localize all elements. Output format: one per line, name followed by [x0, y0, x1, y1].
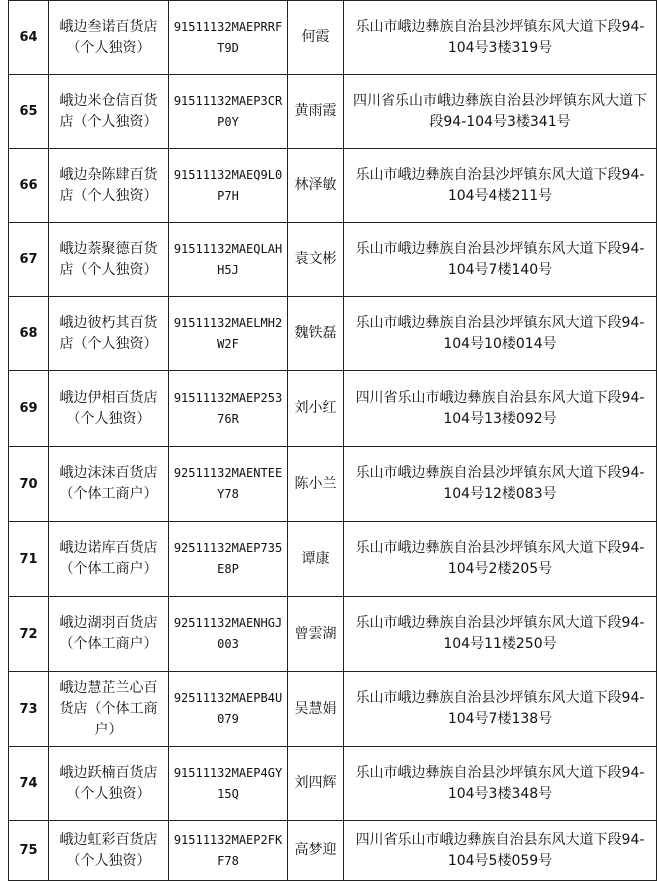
table-row: [9, 447, 657, 522]
operator-name: 曾雲湖: [288, 597, 344, 672]
operator-name: 陈小兰: [288, 447, 344, 522]
business-name: 峨边慧芷兰心百货店（个体工商户）: [49, 672, 169, 747]
table-row: [9, 672, 657, 747]
business-address: 四川省乐山市峨边彝族自治县东风大道下段94-104号5楼059号: [344, 821, 657, 881]
operator-name: 谭康: [288, 522, 344, 597]
business-name: 峨边杂陈肆百货店（个人独资）: [49, 149, 169, 223]
operator-name: 刘四辉: [288, 747, 344, 821]
row-number: 72: [9, 597, 49, 672]
business-registry-table: [8, 0, 657, 881]
row-number: 69: [9, 371, 49, 447]
table-row: [9, 522, 657, 597]
business-address: 四川省乐山市峨边彝族自治县沙坪镇东风大道下段94-104号3楼341号: [344, 75, 657, 149]
row-number: 65: [9, 75, 49, 149]
business-name: 峨边湖羽百货店（个体工商户）: [49, 597, 169, 672]
table-row: [9, 1, 657, 75]
business-name: 峨边诺库百货店（个体工商户）: [49, 522, 169, 597]
row-number: 67: [9, 223, 49, 297]
credit-code: 91511132MAEPRRFT9D: [169, 1, 288, 75]
credit-code: 91511132MAEP4GY15Q: [169, 747, 288, 821]
credit-code: 91511132MAEP3CRP0Y: [169, 75, 288, 149]
business-address: 乐山市峨边彝族自治县沙坪镇东风大道下段94-104号3楼319号: [344, 1, 657, 75]
row-number: 73: [9, 672, 49, 747]
business-address: 乐山市峨边彝族自治县沙坪镇东风大道下段94-104号7楼138号: [344, 672, 657, 747]
operator-name: 吴慧娟: [288, 672, 344, 747]
business-address: 乐山市峨边彝族自治县沙坪镇东风大道下段94-104号7楼140号: [344, 223, 657, 297]
table-row: [9, 371, 657, 447]
credit-code: 91511132MAEP2FKF78: [169, 821, 288, 881]
credit-code: 92511132MAENTEEY78: [169, 447, 288, 522]
operator-name: 魏铁磊: [288, 297, 344, 371]
table-row: [9, 747, 657, 821]
row-number: 74: [9, 747, 49, 821]
business-address: 乐山市峨边彝族自治县沙坪镇东风大道下段94-104号10楼014号: [344, 297, 657, 371]
table-row: [9, 297, 657, 371]
credit-code: 92511132MAEP735E8P: [169, 522, 288, 597]
business-name: 峨边虹彩百货店（个人独资）: [49, 821, 169, 881]
table-row: [9, 149, 657, 223]
business-name: 峨边沫沫百货店（个体工商户）: [49, 447, 169, 522]
row-number: 70: [9, 447, 49, 522]
table-row: [9, 597, 657, 672]
operator-name: 刘小红: [288, 371, 344, 447]
business-address: 乐山市峨边彝族自治县沙坪镇东风大道下段94-104号4楼211号: [344, 149, 657, 223]
business-address: 乐山市峨边彝族自治县沙坪镇东风大道下段94-104号12楼083号: [344, 447, 657, 522]
business-name: 峨边萘聚德百货店（个人独资）: [49, 223, 169, 297]
table-row: [9, 821, 657, 881]
operator-name: 袁文彬: [288, 223, 344, 297]
row-number: 75: [9, 821, 49, 881]
table-row: [9, 75, 657, 149]
credit-code: 92511132MAEPB4U079: [169, 672, 288, 747]
business-name: 峨边叁诺百货店（个人独资）: [49, 1, 169, 75]
row-number: 68: [9, 297, 49, 371]
business-address: 乐山市峨边彝族自治县沙坪镇东风大道下段94-104号3楼348号: [344, 747, 657, 821]
operator-name: 何霞: [288, 1, 344, 75]
credit-code: 91511132MAEP25376R: [169, 371, 288, 447]
operator-name: 高梦迎: [288, 821, 344, 881]
credit-code: 92511132MAENHGJ003: [169, 597, 288, 672]
business-name: 峨边彼朽其百货店（个人独资）: [49, 297, 169, 371]
business-name: 峨边伊相百货店（个人独资）: [49, 371, 169, 447]
business-address: 乐山市峨边彝族自治县沙坪镇东风大道下段94-104号2楼205号: [344, 522, 657, 597]
business-address: 四川省乐山市峨边彝族自治县东风大道下段94-104号13楼092号: [344, 371, 657, 447]
row-number: 66: [9, 149, 49, 223]
credit-code: 91511132MAEQ9L0P7H: [169, 149, 288, 223]
operator-name: 林泽敏: [288, 149, 344, 223]
table-row: [9, 223, 657, 297]
business-name: 峨边米仓信百货店（个人独资）: [49, 75, 169, 149]
credit-code: 91511132MAELMH2W2F: [169, 297, 288, 371]
business-name: 峨边跃楠百货店（个人独资）: [49, 747, 169, 821]
row-number: 71: [9, 522, 49, 597]
operator-name: 黄雨霞: [288, 75, 344, 149]
business-address: 乐山市峨边彝族自治县沙坪镇东风大道下段94-104号11楼250号: [344, 597, 657, 672]
row-number: 64: [9, 1, 49, 75]
credit-code: 91511132MAEQLAHH5J: [169, 223, 288, 297]
